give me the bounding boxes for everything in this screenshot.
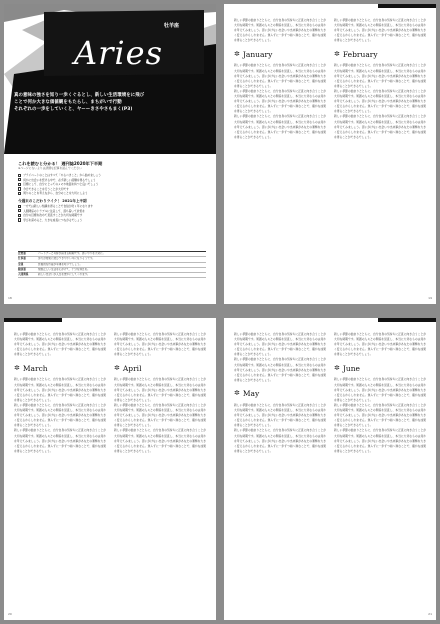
month-heading xyxy=(334,48,426,60)
page-accent-bar xyxy=(4,318,62,322)
page-number: 21 xyxy=(428,612,432,616)
month-name: June xyxy=(342,363,360,373)
checklist-text: 人間関係のトラブルに注意して、落ち着いて対処を xyxy=(23,208,85,213)
month-name: March xyxy=(22,363,48,373)
page-number: 19 xyxy=(428,296,432,300)
checklist-text: 周りのことを考えながら、自分のことを大切にしよう xyxy=(23,191,88,196)
body-text: 新しい季節の始まりとともに、自分自身の気持ちに正直に向き合うことが大切な時期です。周囲の人々との関係を見直し、本当に大切なものは何かを考えてみましょう。思いがけない出会いや出来事があなたの運勢を大きく変えるかもしれません。焦らずに一歩ずつ前へ進むことで、確かな成果を得ることができるでしょう。 xyxy=(334,114,426,139)
body-text: 新しい季節の始まりとともに、自分自身の気持ちに正直に向き合うことが大切な時期です。周囲の人々との関係を見直し、本当に大切なものは何かを考えてみましょう。思いがけない出会いや出来事があなたの運勢を大きく変えるかもしれません。焦らずに一歩ずつ前へ進むことで、確かな成果を得ることができるでしょう。 xyxy=(14,377,106,402)
body-text: 新しい季節の始まりとともに、自分自身の気持ちに正直に向き合うことが大切な時期です。周囲の人々との関係を見直し、本当に大切なものは何かを考えてみましょう。思いがけない出会いや出来事があなたの運勢を大きく変えるかもしれません。焦らずに一歩ずつ前へ進むことで、確かな成果を得ることができるでしょう。 xyxy=(234,332,326,357)
row-value: 規則正しい生活を心がけて、十分な休息を。 xyxy=(38,267,90,271)
intro-heading: これを読むと分かる！ 週刊誌2020年下半期 xyxy=(18,161,103,166)
checkbox-icon xyxy=(18,174,21,177)
body-text: 新しい季節の始まりとともに、自分自身の気持ちに正直に向き合うことが大切な時期です。周囲の人々との関係を見直し、本当に大切なものは何かを考えてみましょう。思いがけない出会いや出来事があなたの運勢を大きく変えるかもしれません。焦らずに一歩ずつ前へ進むことで、確かな成果を得ることができるでしょう。 xyxy=(334,402,426,428)
row-key: 恋愛運 xyxy=(18,252,26,255)
body-text: 新しい季節の始まりとともに、自分自身の気持ちに正直に向き合うことが大切な時期です。周囲の人々との関係を見直し、本当に大切なものは何かを考えてみましょう。思いがけない出会いや出来事があなたの運勢を大きく変えるかもしれません。焦らずに一歩ずつ前へ進むことで、確かな成果を得ることができるでしょう。 xyxy=(114,428,206,453)
page-number: 20 xyxy=(8,612,12,616)
checkbox-icon xyxy=(18,183,21,186)
checklist-item xyxy=(18,191,206,196)
intro-subheading: ※ページにないよりは詳細な記事を読んでください xyxy=(18,166,82,170)
zodiac-badge: 牡羊座 xyxy=(164,23,180,29)
row-key: 仕事運 xyxy=(18,257,26,261)
month-name: February xyxy=(342,49,378,59)
star-icon: ✲ xyxy=(14,363,20,372)
page-january-february xyxy=(224,4,436,304)
row-value: 計画的な貯蓄が幸運を呼ぶでしょう。 xyxy=(38,262,83,266)
checkbox-icon xyxy=(18,187,21,190)
text-column xyxy=(234,332,326,606)
checklist-text: 一方では新しい知識を得ることで自信が付く年になります xyxy=(23,203,94,208)
checkbox-icon xyxy=(18,178,21,181)
checklist-text: 自分の目標を改めて見直すことが大切な時期です xyxy=(23,213,83,218)
page-number: 18 xyxy=(8,296,12,300)
row-key: 健康運 xyxy=(18,267,26,271)
body-text: 新しい季節の始まりとともに、自分自身の気持ちに正直に向き合うことが大切な時期です。周囲の人々との関係を見直し、本当に大切なものは何かを考えてみましょう。思いがけない出会いや出来事があなたの運勢を大きく変えるかもしれません。焦らずに一歩ずつ前へ進むことで、確かな成果を得ることができるでしょう。 xyxy=(234,18,326,43)
checkbox-icon xyxy=(18,209,21,212)
star-icon: ✲ xyxy=(234,389,240,398)
checklist-text: 今日できることを行うことが大切です xyxy=(23,186,69,191)
body-text: 新しい季節の始まりとともに、自分自身の気持ちに正直に向き合うことが大切な時期です。周囲の人々との関係を見直し、本当に大切なものは何かを考えてみましょう。思いがけない出会いや出来事があなたの運勢を大きく変えるかもしれません。焦らずに一歩ずつ前へ進むことで、確かな成果を得ることができるでしょう。 xyxy=(334,88,426,114)
body-text: 新しい季節の始まりとともに、自分自身の気持ちに正直に向き合うことが大切な時期です。周囲の人々との関係を見直し、本当に大切なものは何かを考えてみましょう。思いがけない出会いや出来事があなたの運勢を大きく変えるかもしれません。焦らずに一歩ずつ前へ進むことで、確かな成果を得ることができるでしょう。 xyxy=(234,63,326,88)
text-column xyxy=(114,332,206,606)
month-heading xyxy=(234,48,326,60)
body-text: 新しい季節の始まりとともに、自分自身の気持ちに正直に向き合うことが大切な時期です。周囲の人々との関係を見直し、本当に大切なものは何かを考えてみましょう。思いがけない出会いや出来事があなたの運勢を大きく変えるかもしれません。焦らずに一歩ずつ前へ進むことで、確かな成果を得ることができるでしょう。 xyxy=(334,428,426,453)
body-text: 新しい季節の始まりとともに、自分自身の気持ちに正直に向き合うことが大切な時期です。周囲の人々との関係を見直し、本当に大切なものは何かを考えてみましょう。思いがけない出会いや出来事があなたの運勢を大きく変えるかもしれません。焦らずに一歩ずつ前へ進むことで、確かな成果を得ることができるでしょう。 xyxy=(234,402,326,428)
checkbox-icon xyxy=(18,205,21,208)
body-text: 新しい季節の始まりとともに、自分自身の気持ちに正直に向き合うことが大切な時期です。周囲の人々との関係を見直し、本当に大切なものは何かを考えてみましょう。思いがけない出会いや出来事があなたの運勢を大きく変えるかもしれません。焦らずに一歩ずつ前へ進むことで、確かな成果を得ることができるでしょう。 xyxy=(334,63,426,88)
star-icon: ✲ xyxy=(114,363,120,372)
body-text: 新しい季節の始まりとともに、自分自身の気持ちに正直に向き合うことが大切な時期です。周囲の人々との関係を見直し、本当に大切なものは何かを考えてみましょう。思いがけない出会いや出来事があなたの運勢を大きく変えるかもしれません。焦らずに一歩ずつ前へ進むことで、確かな成果を得ることができるでしょう。 xyxy=(234,357,326,382)
month-heading xyxy=(234,388,326,400)
row-value: 新しい出会いが人生を豊かにしてくれます。 xyxy=(38,273,90,277)
body-text: 新しい季節の始まりとともに、自分自身の気持ちに正直に向き合うことが大切な時期です。周囲の人々との関係を見直し、本当に大切なものは何かを考えてみましょう。思いがけない出会いや出来事があなたの運勢を大きく変えるかもしれません。焦らずに一歩ずつ前へ進むことで、確かな成果を得ることができるでしょう。 xyxy=(234,114,326,139)
body-text: 新しい季節の始まりとともに、自分自身の気持ちに正直に向き合うことが大切な時期です。周囲の人々との関係を見直し、本当に大切なものは何かを考えてみましょう。思いがけない出会いや出来事があなたの運勢を大きく変えるかもしれません。焦らずに一歩ずつ前へ進むことで、確かな成果を得ることができるでしょう。 xyxy=(334,332,426,357)
body-text: 新しい季節の始まりとともに、自分自身の気持ちに正直に向き合うことが大切な時期です。周囲の人々との関係を見直し、本当に大切なものは何かを考えてみましょう。思いがけない出会いや出来事があなたの運勢を大きく変えるかもしれません。焦らずに一歩ずつ前へ進むことで、確かな成果を得ることができるでしょう。 xyxy=(234,88,326,114)
text-column xyxy=(334,332,426,606)
hero-line: 真の意味の強さを知り一歩くぐるとし、新しい生活環境をに飛び xyxy=(14,93,145,98)
body-text: 新しい季節の始まりとともに、自分自身の気持ちに正直に向き合うことが大切な時期です。周囲の人々との関係を見直し、本当に大切なものは何かを考えてみましょう。思いがけない出会いや出来事があなたの運勢を大きく変えるかもしれません。焦らずに一歩ずつ前へ進むことで、確かな成果を得ることができるでしょう。 xyxy=(14,402,106,428)
hero-graphic xyxy=(4,4,216,154)
checkbox-icon xyxy=(18,218,21,221)
text-column xyxy=(234,18,326,290)
star-icon: ✲ xyxy=(334,49,340,58)
zodiac-title: Aries xyxy=(74,34,163,72)
body-text: 新しい季節の始まりとともに、自分自身の気持ちに正直に向き合うことが大切な時期です。周囲の人々との関係を見直し、本当に大切なものは何かを考えてみましょう。思いがけない出会いや出来事があなたの運勢を大きく変えるかもしれません。焦らずに一歩ずつ前へ進むことで、確かな成果を得ることができるでしょう。 xyxy=(234,428,326,453)
month-name: May xyxy=(242,389,260,399)
page-may-june xyxy=(224,318,436,620)
hero-line: ことで何か大きな価値観をもたらし、まちがいで行動 xyxy=(14,100,122,106)
row-value: 努力が結果に結びつきやすい年になりそうです。 xyxy=(38,257,95,261)
row-key: 人間関係 xyxy=(18,273,29,277)
checklist-text: 学びを深めると、大きな成長につながるでしょう xyxy=(23,217,83,222)
body-text: 新しい季節の始まりとともに、自分自身の気持ちに正直に向き合うことが大切な時期です。周囲の人々との関係を見直し、本当に大切なものは何かを考えてみましょう。思いがけない出会いや出来事があなたの運勢を大きく変えるかもしれません。焦らずに一歩ずつ前へ進むことで、確かな成果を得ることができるでしょう。 xyxy=(14,428,106,453)
body-text: 新しい季節の始まりとともに、自分自身の気持ちに正直に向き合うことが大切な時期です。周囲の人々との関係を見直し、本当に大切なものは何かを考えてみましょう。思いがけない出会いや出来事があなたの運勢を大きく変えるかもしれません。焦らずに一歩ずつ前へ進むことで、確かな成果を得ることができるでしょう。 xyxy=(334,377,426,402)
month-name: January xyxy=(242,49,273,59)
month-name: April xyxy=(122,363,142,373)
body-text: 新しい季節の始まりとともに、自分自身の気持ちに正直に向き合うことが大切な時期です。周囲の人々との関係を見直し、本当に大切なものは何かを考えてみましょう。思いがけない出会いや出来事があなたの運勢を大きく変えるかもしれません。焦らずに一歩ずつ前へ進むことで、確かな成果を得ることができるでしょう。 xyxy=(114,377,206,402)
body-text: 新しい季節の始まりとともに、自分自身の気持ちに正直に向き合うことが大切な時期です。周囲の人々との関係を見直し、本当に大切なものは何かを考えてみましょう。思いがけない出会いや出来事があなたの運勢を大きく変えるかもしれません。焦らずに一歩ずつ前へ進むことで、確かな成果を得ることができるでしょう。 xyxy=(114,332,206,357)
checklist-text: プライベートのことはすべて「やるべきこと」から始めましょう xyxy=(23,173,101,177)
checkbox-icon xyxy=(18,192,21,195)
body-text: 新しい季節の始まりとともに、自分自身の気持ちに正直に向き合うことが大切な時期です。周囲の人々との関係を見直し、本当に大切なものは何かを考えてみましょう。思いがけない出会いや出来事があなたの運勢を大きく変えるかもしれません。焦らずに一歩ずつ前へ進むことで、確かな成果を得ることができるでしょう。 xyxy=(334,18,426,43)
text-column xyxy=(334,18,426,290)
page-accent-bar xyxy=(378,4,436,8)
checklist-text: 何かに出会いを続ける中で、必ず新しい経験を得るでしょう xyxy=(23,177,96,182)
fortune-table xyxy=(18,251,206,278)
hero-line: それぞれの一歩をしていくと、ヤーーきさやさもまく(P3) xyxy=(14,107,133,113)
table-row xyxy=(18,273,206,278)
body-text: 新しい季節の始まりとともに、自分自身の気持ちに正直に向き合うことが大切な時期です。周囲の人々との関係を見直し、本当に大切なものは何かを考えてみましょう。思いがけない出会いや出来事があなたの運勢を大きく変えるかもしれません。焦らずに一歩ずつ前へ進むことで、確かな成果を得ることができるでしょう。 xyxy=(114,402,206,428)
page-march-april xyxy=(4,318,216,620)
month-heading xyxy=(114,362,206,374)
checkbox-icon xyxy=(18,214,21,217)
text-column xyxy=(14,332,106,606)
page-accent-bar xyxy=(378,318,436,322)
body-text: 新しい季節の始まりとともに、自分自身の気持ちに正直に向き合うことが大切な時期です。周囲の人々との関係を見直し、本当に大切なものは何かを考えてみましょう。思いがけない出会いや出来事があなたの運勢を大きく変えるかもしれません。焦らずに一歩ずつ前へ進むことで、確かな成果を得ることができるでしょう。 xyxy=(14,332,106,357)
checklist-text: 目標にして、自分にとってのメモや地図を持つと良いでしょう xyxy=(23,182,99,187)
intro-section xyxy=(18,161,206,222)
star-icon: ✲ xyxy=(234,49,240,58)
star-icon: ✲ xyxy=(334,363,340,372)
row-key: 金運 xyxy=(18,262,24,266)
row-value: パートナーとの絆が深まる時期です。思いやりを大切に。 xyxy=(38,252,106,255)
section-heading: 今週末のこだわりライク！ 2021年上半期 xyxy=(18,198,87,203)
checklist-item xyxy=(18,218,206,223)
month-heading xyxy=(14,362,106,374)
hero-copy xyxy=(14,92,206,114)
month-heading xyxy=(334,362,426,374)
page-aries-intro xyxy=(4,4,216,304)
